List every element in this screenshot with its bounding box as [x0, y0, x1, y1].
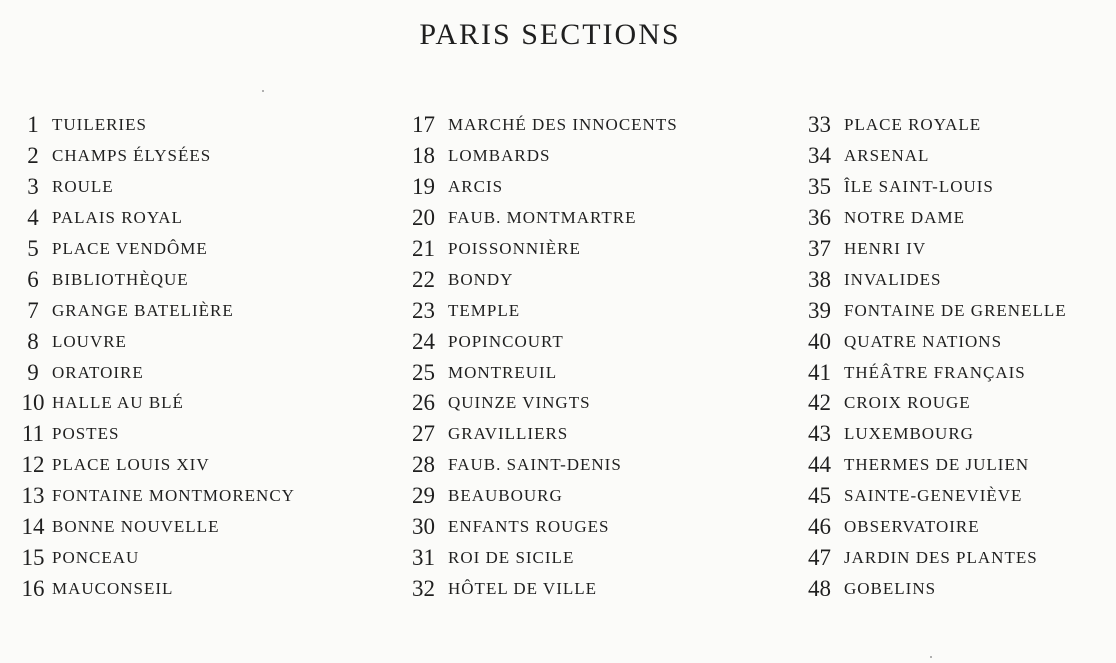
- section-number: 24: [412, 328, 435, 354]
- section-entry: [412, 573, 678, 604]
- section-entry: [808, 295, 1067, 326]
- section-number: 1: [27, 112, 39, 138]
- section-number: 46: [808, 514, 831, 540]
- section-entry: [412, 419, 678, 450]
- section-name: POSTES: [52, 424, 120, 444]
- section-name: LUXEMBOURG: [844, 424, 974, 444]
- section-number: 48: [808, 575, 831, 601]
- section-entry: [808, 419, 1067, 450]
- section-entry: [808, 264, 1067, 295]
- section-name: BONNE NOUVELLE: [52, 517, 220, 537]
- section-name: MARCHÉ DES INNOCENTS: [448, 115, 678, 135]
- section-number: 12: [21, 452, 45, 478]
- section-name: TEMPLE: [448, 300, 521, 320]
- section-name: BIBLIOTHÈQUE: [52, 269, 189, 289]
- section-number: 19: [412, 174, 435, 200]
- section-name: INVALIDES: [844, 269, 942, 289]
- section-name: GOBELINS: [844, 578, 937, 598]
- section-name: ÎLE SAINT-LOUIS: [844, 177, 994, 197]
- section-name: MONTREUIL: [448, 362, 558, 382]
- section-entry: [808, 357, 1067, 388]
- section-number: 41: [808, 359, 831, 385]
- section-entry: [412, 326, 678, 357]
- section-number: 33: [808, 112, 831, 138]
- section-number: 45: [808, 483, 831, 509]
- section-entry: [14, 264, 295, 295]
- page-title: PARIS SECTIONS: [419, 18, 681, 51]
- section-name: QUATRE NATIONS: [844, 331, 1003, 351]
- section-name: LOUVRE: [52, 331, 127, 351]
- section-entry: [14, 481, 295, 512]
- section-entry: [14, 172, 295, 203]
- section-number: 27: [412, 421, 435, 447]
- section-name: GRANGE BATELIÈRE: [52, 300, 234, 320]
- section-number: 5: [27, 236, 39, 261]
- section-name: BEAUBOURG: [448, 486, 563, 506]
- section-entry: [808, 388, 1067, 419]
- section-entry: [808, 110, 1067, 141]
- section-number: 36: [808, 205, 831, 231]
- section-number: 23: [412, 297, 435, 323]
- section-entry: [808, 573, 1067, 604]
- section-entry: [808, 326, 1067, 357]
- section-entry: [412, 542, 678, 573]
- section-entry: [14, 326, 295, 357]
- section-name: PLACE LOUIS XIV: [52, 455, 210, 475]
- section-number: 22: [412, 266, 435, 292]
- section-number: 2: [27, 143, 39, 169]
- section-entry: [808, 203, 1067, 234]
- section-name: POISSONNIÈRE: [448, 239, 581, 258]
- section-name: FONTAINE DE GRENELLE: [844, 300, 1067, 320]
- section-number: 47: [808, 544, 831, 570]
- section-number: 35: [808, 174, 831, 200]
- section-entry: [808, 234, 1067, 265]
- section-entry: [412, 357, 678, 388]
- section-name: THÉÂTRE FRANÇAIS: [844, 362, 1026, 382]
- section-number: 10: [21, 390, 45, 416]
- sections-column-1: [14, 110, 295, 604]
- section-number: 20: [412, 205, 435, 231]
- section-number: 31: [412, 544, 435, 570]
- paper-speck: [930, 656, 932, 658]
- section-entry: [14, 295, 295, 326]
- section-name: BONDY: [448, 269, 514, 289]
- section-name: GRAVILLIERS: [448, 424, 569, 444]
- section-number: 29: [412, 483, 435, 509]
- section-number: 3: [27, 174, 39, 200]
- section-entry: [14, 573, 295, 604]
- section-name: TUILERIES: [52, 115, 147, 135]
- section-name: ARSENAL: [844, 146, 930, 166]
- section-entry: [808, 512, 1067, 543]
- section-number: 28: [412, 452, 435, 478]
- section-name: FONTAINE MONTMORENCY: [52, 486, 295, 506]
- section-name: ENFANTS ROUGES: [448, 517, 610, 537]
- section-entry: [412, 295, 678, 326]
- section-number: 16: [21, 575, 45, 601]
- section-number: 44: [808, 452, 831, 478]
- section-entry: [14, 512, 295, 543]
- section-number: 6: [27, 266, 39, 292]
- section-number: 39: [808, 297, 831, 323]
- section-number: 38: [808, 266, 831, 292]
- section-name: FAUB. MONTMARTRE: [448, 208, 637, 228]
- section-entry: [412, 481, 678, 512]
- section-name: THERMES DE JULIEN: [844, 455, 1030, 475]
- section-entry: [412, 141, 678, 172]
- section-name: JARDIN DES PLANTES: [844, 547, 1038, 567]
- section-name: FAUB. SAINT-DENIS: [448, 455, 622, 475]
- section-name: CROIX ROUGE: [844, 393, 971, 413]
- section-name: LOMBARDS: [448, 146, 551, 166]
- section-name: HENRI IV: [844, 239, 927, 258]
- section-name: ROULE: [52, 177, 114, 197]
- section-number: 42: [808, 390, 831, 416]
- section-entry: [412, 110, 678, 141]
- section-entry: [412, 234, 678, 265]
- section-name: PLACE VENDÔME: [52, 239, 208, 258]
- section-entry: [808, 141, 1067, 172]
- section-number: 40: [808, 328, 831, 354]
- section-number: 18: [412, 143, 435, 169]
- section-entry: [412, 172, 678, 203]
- section-name: OBSERVATOIRE: [844, 517, 980, 537]
- section-name: SAINTE-GENEVIÈVE: [844, 486, 1023, 506]
- sections-column-3: [808, 110, 1067, 604]
- section-name: CHAMPS ÉLYSÉES: [52, 146, 212, 166]
- section-entry: [412, 203, 678, 234]
- section-entry: [808, 172, 1067, 203]
- section-number: 34: [808, 143, 831, 169]
- section-number: 25: [412, 359, 435, 385]
- paper-speck: [262, 90, 264, 92]
- section-name: PONCEAU: [52, 547, 140, 567]
- section-entry: [14, 203, 295, 234]
- section-entry: [14, 141, 295, 172]
- section-name: PLACE ROYALE: [844, 115, 982, 135]
- section-number: 9: [27, 359, 39, 385]
- section-entry: [14, 234, 295, 265]
- section-number: 4: [27, 205, 39, 231]
- section-name: NOTRE DAME: [844, 208, 965, 228]
- section-number: 43: [808, 421, 831, 447]
- section-name: QUINZE VINGTS: [448, 393, 591, 413]
- section-entry: [808, 481, 1067, 512]
- section-number: 26: [412, 390, 435, 416]
- section-number: 14: [21, 514, 45, 540]
- section-name: ARCIS: [448, 177, 504, 197]
- section-number: 32: [412, 575, 435, 601]
- section-entry: [14, 357, 295, 388]
- section-number: 15: [21, 544, 45, 570]
- section-name: ROI DE SICILE: [448, 547, 575, 567]
- section-name: ORATOIRE: [52, 362, 144, 382]
- section-number: 21: [412, 236, 435, 261]
- section-number: 11: [21, 421, 45, 447]
- section-number: 7: [27, 297, 39, 323]
- section-entry: [808, 450, 1067, 481]
- section-entry: [808, 542, 1067, 573]
- section-entry: [412, 264, 678, 295]
- section-entry: [14, 388, 295, 419]
- section-number: 17: [412, 112, 435, 138]
- section-entry: [14, 450, 295, 481]
- section-entry: [412, 512, 678, 543]
- section-name: POPINCOURT: [448, 331, 564, 351]
- section-entry: [412, 450, 678, 481]
- section-number: 13: [21, 483, 45, 509]
- section-name: PALAIS ROYAL: [52, 208, 183, 228]
- section-entry: [412, 388, 678, 419]
- section-entry: [14, 542, 295, 573]
- section-name: HÔTEL DE VILLE: [448, 578, 598, 598]
- section-name: HALLE AU BLÉ: [52, 393, 184, 413]
- section-name: MAUCONSEIL: [52, 578, 174, 598]
- section-entry: [14, 110, 295, 141]
- section-number: 37: [808, 236, 831, 261]
- section-number: 30: [412, 514, 435, 540]
- section-entry: [14, 419, 295, 450]
- sections-column-2: [412, 110, 678, 604]
- section-number: 8: [27, 328, 39, 354]
